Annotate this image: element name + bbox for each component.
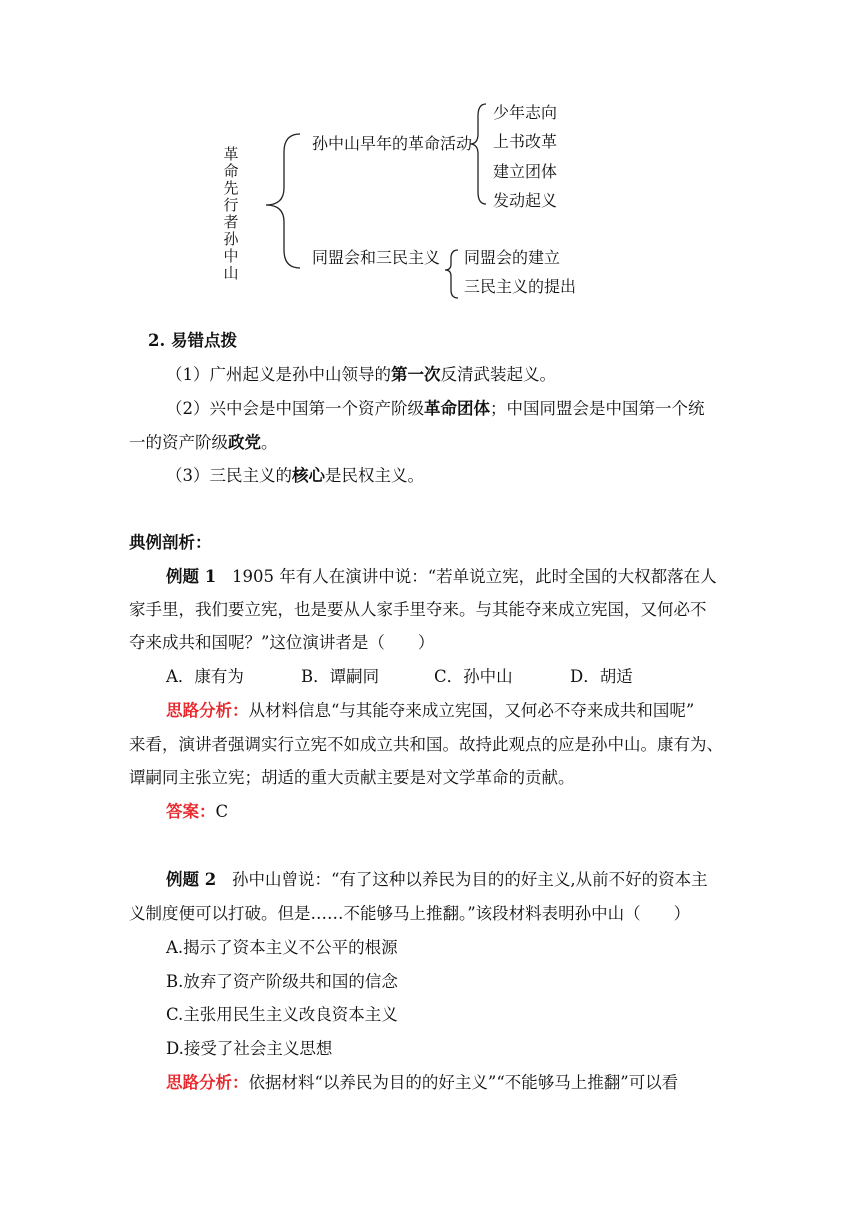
analysis-line xyxy=(166,1072,678,1094)
option: D．胡适 xyxy=(570,667,633,686)
emphasis: 第一次 xyxy=(391,365,441,384)
branch2-brace xyxy=(445,250,458,298)
option: D.接受了社会主义思想 xyxy=(166,1039,333,1058)
examples-heading: 典例剖析： xyxy=(129,533,212,552)
root-char: 山 xyxy=(223,264,239,282)
example1-line: 夺来成共和国呢？”这位演讲者是（ ） xyxy=(129,633,435,652)
paragraph xyxy=(166,364,556,386)
root-char: 行 xyxy=(223,196,239,214)
text: 1905 年有人在演讲中说：“若单说立宪，此时全国的大权都落在人 xyxy=(231,567,717,586)
example1-line: 家手里，我们要立宪，也是要从人家手里夺来。与其能夺来成立宪国，又何必不 xyxy=(129,600,707,619)
text: 一的资产阶级 xyxy=(129,433,228,452)
text: 反清武装起义。 xyxy=(440,365,556,384)
example1-line xyxy=(166,566,717,588)
analysis-line xyxy=(166,700,694,722)
answer-label: 答案： xyxy=(166,802,216,821)
option: A.揭示了资本主义不公平的根源 xyxy=(166,938,398,957)
diagram-braces xyxy=(0,0,860,320)
branch2-item: 同盟会的建立 xyxy=(464,248,561,267)
text: 。 xyxy=(261,433,278,452)
branch1-label: 孙中山早年的革命活动 xyxy=(312,134,473,153)
option: B.放弃了资产阶级共和国的信念 xyxy=(166,972,398,991)
section-heading: 2. 易错点拨 xyxy=(148,331,237,350)
option: C.主张用民生主义改良资本主义 xyxy=(166,1005,398,1024)
paragraph xyxy=(166,465,424,487)
answer-line xyxy=(166,801,228,823)
text: 依据材料“以养民为目的的好主义”“不能够马上推翻”可以看 xyxy=(248,1073,679,1092)
analysis-line: 谭嗣同主张立宪；胡适的重大贡献主要是对文学革命的贡献。 xyxy=(129,768,575,787)
root-char: 先 xyxy=(223,179,239,197)
example2-line: 义制度便可以打破。但是……不能够马上推翻。”该段材料表明孙中山（ ） xyxy=(129,904,691,923)
example2-line xyxy=(166,869,708,891)
answer-value: C xyxy=(215,802,229,821)
paragraph xyxy=(166,398,705,420)
root-char: 中 xyxy=(223,247,239,265)
branch1-item: 上书改革 xyxy=(493,132,558,151)
example-label: 例题 1 xyxy=(166,567,217,586)
branch1-item: 建立团体 xyxy=(493,162,558,181)
analysis-label: 思路分析： xyxy=(166,701,249,720)
branch1-brace xyxy=(470,104,486,204)
emphasis: 政党 xyxy=(228,433,261,452)
text: （2）兴中会是中国第一个资产阶级 xyxy=(166,399,424,418)
branch1-item: 发动起义 xyxy=(493,191,558,210)
branch2-item: 三民主义的提出 xyxy=(464,277,577,296)
option: B．谭嗣同 xyxy=(301,667,380,686)
text: 从材料信息“与其能夺来成立宪国，又何必不夺来成共和国呢” xyxy=(248,701,695,720)
root-char: 孙 xyxy=(223,230,239,248)
main-brace xyxy=(266,134,300,268)
text: （3）三民主义的 xyxy=(166,466,292,485)
text: 孙中山曾说：“有了这种以养民为目的的好主义,从前不好的资本主 xyxy=(231,870,708,889)
text: （1）广州起义是孙中山领导的 xyxy=(166,365,391,384)
root-char: 者 xyxy=(223,213,239,231)
branch2-label: 同盟会和三民主义 xyxy=(312,248,441,267)
emphasis: 核心 xyxy=(292,466,325,485)
text: ；中国同盟会是中国第一个统 xyxy=(490,399,705,418)
emphasis: 革命团体 xyxy=(424,399,490,418)
branch1-item: 少年志向 xyxy=(493,103,558,122)
analysis-line: 来看，演讲者强调实行立宪不如成立共和国。故持此观点的应是孙中山。康有为、 xyxy=(129,735,723,754)
text: 是民权主义。 xyxy=(325,466,424,485)
option: A．康有为 xyxy=(166,667,244,686)
paragraph-continued xyxy=(129,432,278,454)
root-char: 命 xyxy=(223,162,239,180)
example-label: 例题 2 xyxy=(166,870,217,889)
option: C．孙中山 xyxy=(434,667,513,686)
root-char: 革 xyxy=(223,145,239,163)
analysis-label: 思路分析： xyxy=(166,1073,249,1092)
